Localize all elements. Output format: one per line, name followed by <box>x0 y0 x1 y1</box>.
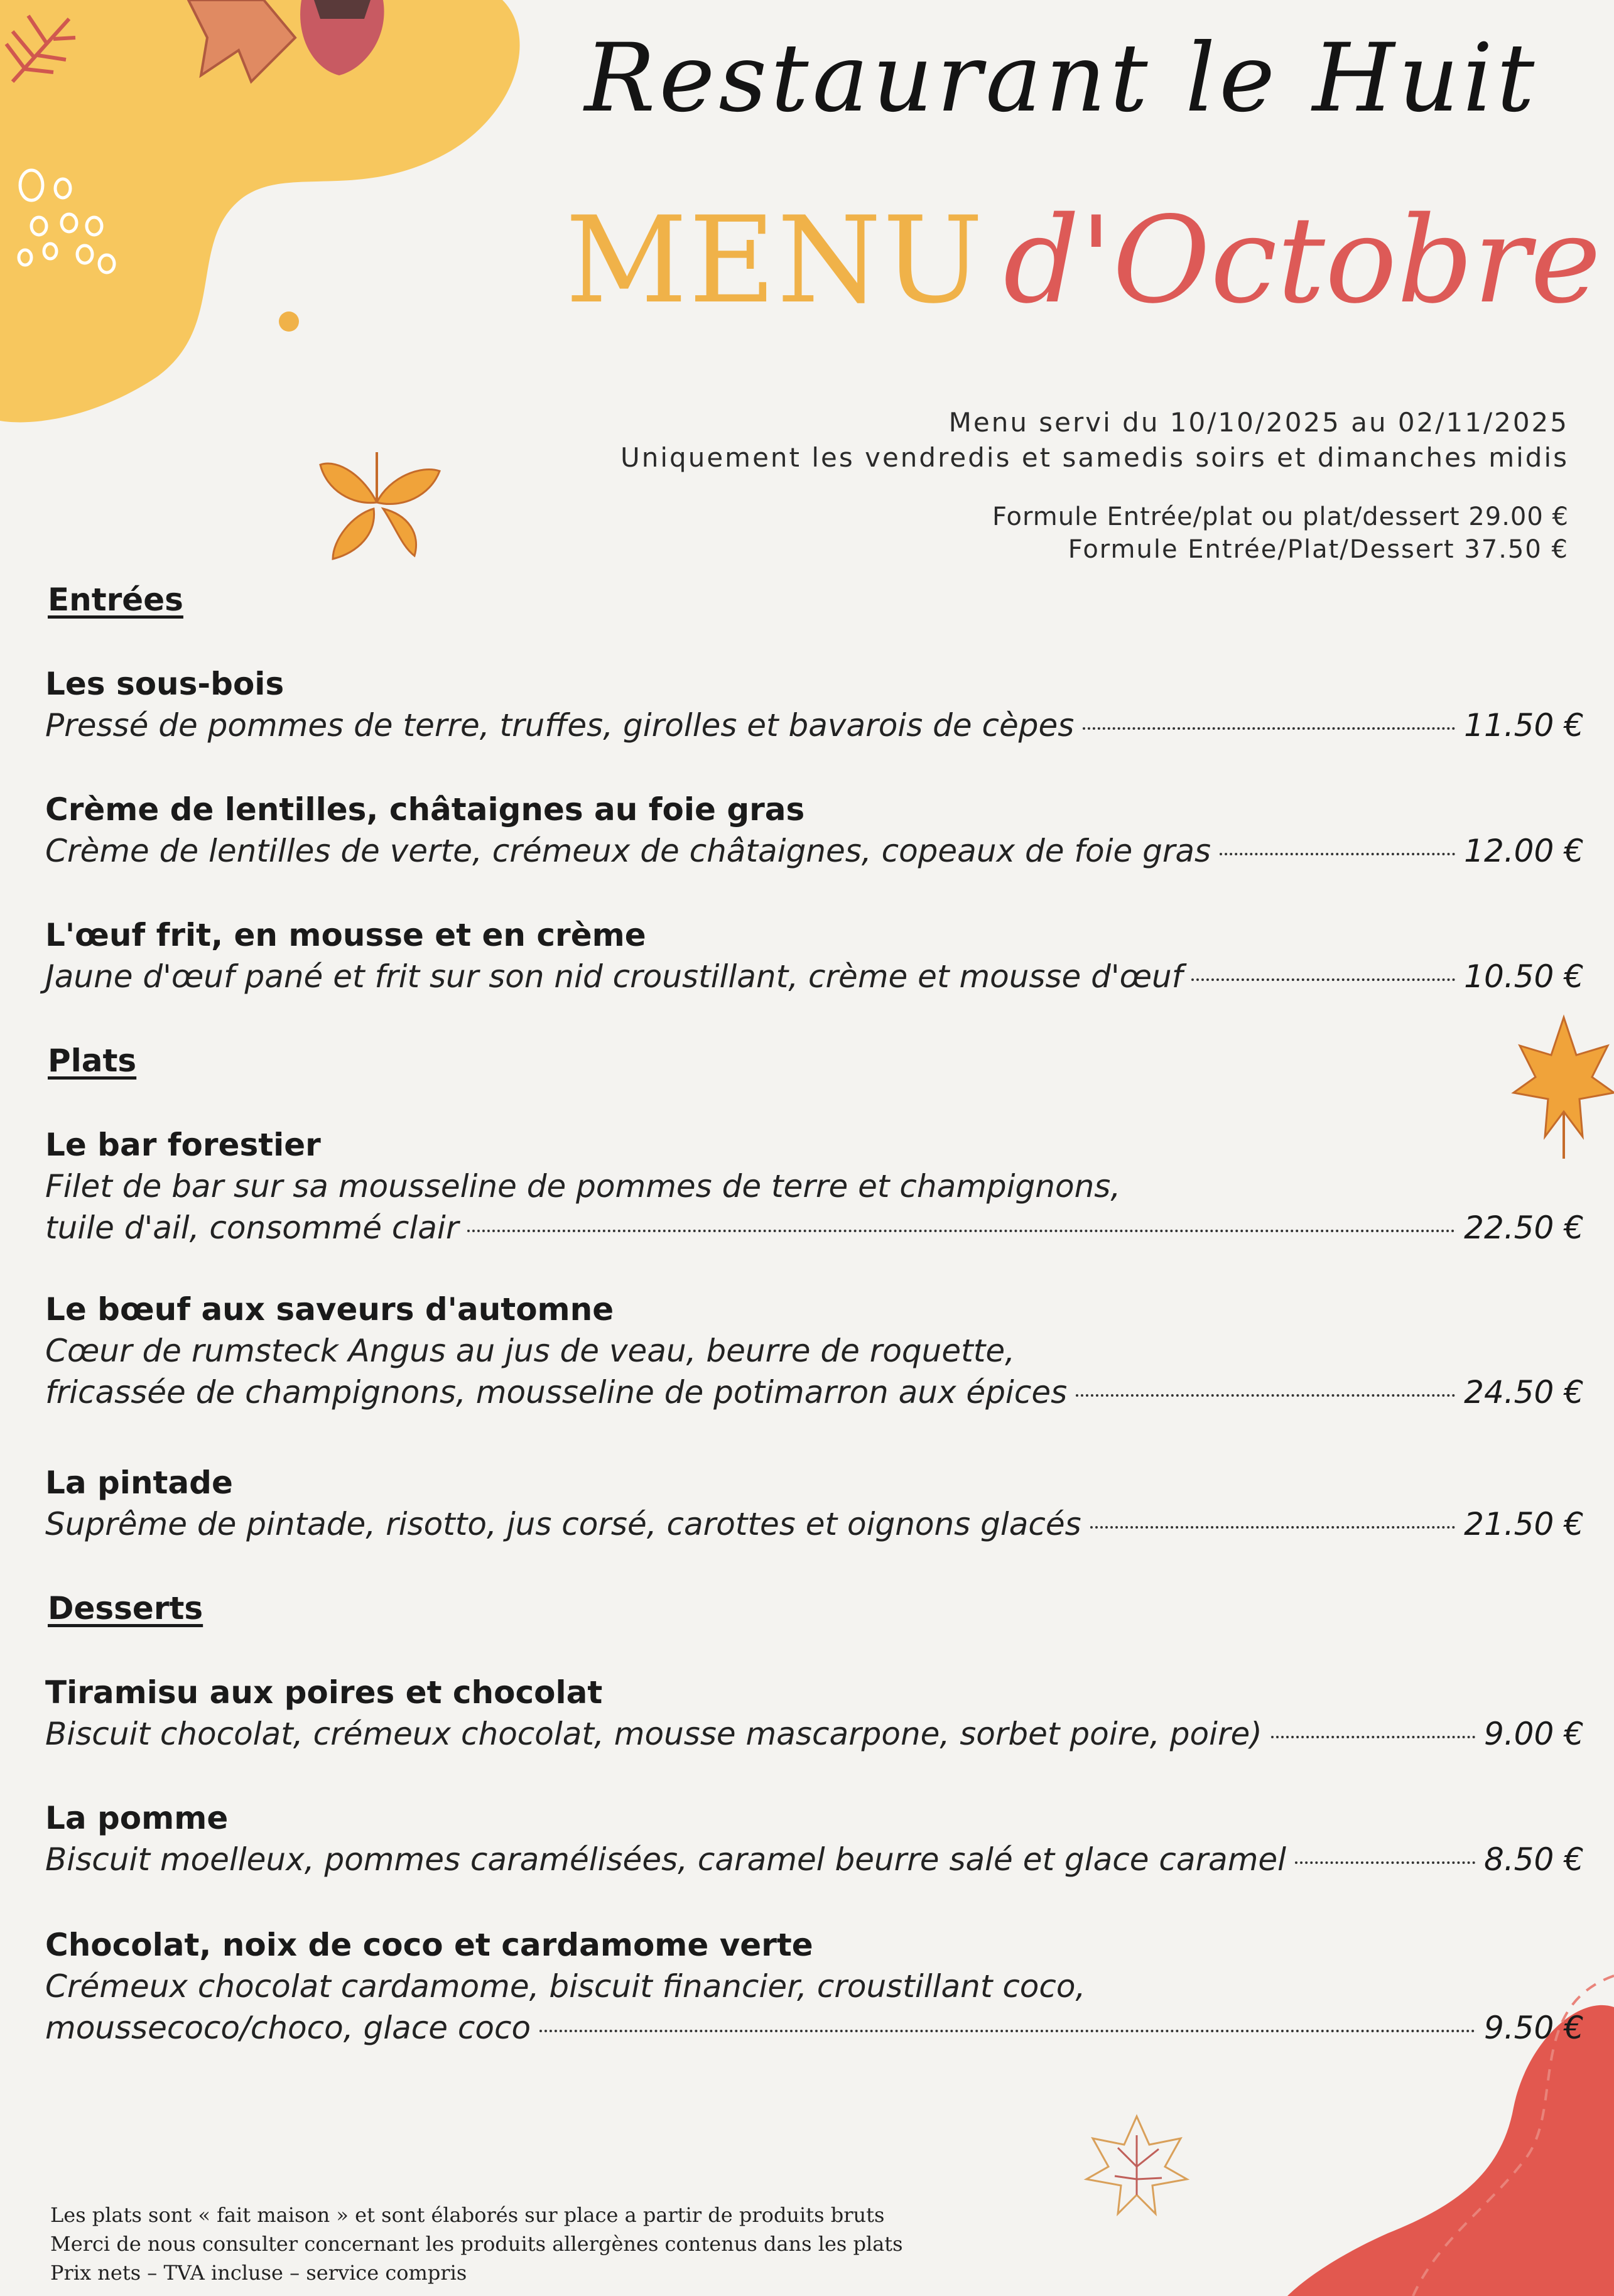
dish-price: 21.50 € <box>1464 1506 1584 1542</box>
dish-price: 9.00 € <box>1483 1716 1584 1752</box>
dish-name: Les sous-bois <box>45 666 284 702</box>
dotted-leader <box>1220 853 1455 855</box>
menu-title <box>565 188 1601 333</box>
dish-description: Crémeux chocolat cardamome, biscuit financier, croustillant coco, <box>45 1968 1086 2005</box>
dish-description: fricassée de champignons, mousseline de potimarron aux épices <box>45 1374 1068 1411</box>
dish-price: 11.50 € <box>1464 707 1584 744</box>
dish-price: 22.50 € <box>1464 1210 1584 1246</box>
dish-price: 9.50 € <box>1483 2010 1584 2046</box>
dish-description: moussecoco/choco, glace coco <box>45 2010 531 2046</box>
dish-item <box>45 1672 1584 1755</box>
dish-description: tuile d'ail, consommé clair <box>45 1210 459 1246</box>
dotted-leader <box>1090 1526 1455 1529</box>
dish-item <box>45 663 1584 746</box>
formule-complete-price: Formule Entrée/Plat/Dessert 37.50 € <box>1068 535 1569 564</box>
footer-notes <box>50 2201 1055 2287</box>
acorn-icon <box>0 0 402 126</box>
dish-name: Tiramisu aux poires et chocolat <box>45 1674 603 1711</box>
dish-item <box>45 1797 1584 1880</box>
menu-title-word: MENU <box>565 191 985 330</box>
dotted-leader <box>1271 1736 1475 1738</box>
dish-name: La pintade <box>45 1465 233 1501</box>
autumn-leaves-icon <box>295 440 458 565</box>
dish-item <box>45 1289 1584 1413</box>
dish-description: Filet de bar sur sa mousseline de pommes de terre et champignons, <box>45 1168 1121 1205</box>
dotted-leader <box>539 2030 1475 2032</box>
dish-description: Pressé de pommes de terre, truffes, girolles et bavarois de cèpes <box>45 707 1075 744</box>
dotted-leader <box>1076 1394 1455 1397</box>
dish-price: 8.50 € <box>1483 1841 1584 1878</box>
dish-item <box>45 1924 1584 2049</box>
menu-title-month: d'Octobre <box>1003 191 1601 330</box>
dotted-leader <box>1191 978 1455 981</box>
dish-description: Cœur de rumsteck Angus au jus de veau, beurre de roquette, <box>45 1333 1015 1369</box>
dish-price: 10.50 € <box>1464 958 1584 995</box>
dish-item <box>45 1124 1584 1248</box>
dish-item <box>45 789 1584 872</box>
dish-name: Chocolat, noix de coco et cardamome verte <box>45 1927 813 1963</box>
dish-description: Jaune d'œuf pané et frit sur son nid croustillant, crème et mousse d'œuf <box>45 958 1183 995</box>
menu-dates: Menu servi du 10/10/2025 au 02/11/2025 <box>948 407 1569 438</box>
dish-description: Biscuit chocolat, crémeux chocolat, mousse mascarpone, sorbet poire, poire) <box>45 1716 1262 1752</box>
dish-description: Biscuit moelleux, pommes caramélisées, caramel beurre salé et glace caramel <box>45 1841 1287 1878</box>
leaf-outline-icon <box>1080 2110 1193 2223</box>
menu-days: Uniquement les vendredis et samedis soirs et dimanches midis <box>620 442 1569 473</box>
dotted-leader <box>467 1230 1455 1232</box>
dish-price: 12.00 € <box>1464 833 1584 869</box>
dish-name: Le bœuf aux saveurs d'automne <box>45 1291 614 1328</box>
dish-name: La pomme <box>45 1800 229 1836</box>
dish-name: Le bar forestier <box>45 1127 321 1163</box>
dotted-leader <box>1295 1861 1475 1864</box>
dish-description: Crème de lentilles de verte, crémeux de châtaignes, copeaux de foie gras <box>45 833 1211 869</box>
formule-entree-plat-price: Formule Entrée/plat ou plat/dessert 29.00 € <box>992 502 1569 531</box>
dish-item <box>45 914 1584 997</box>
footer-line: Prix nets – TVA incluse – service compris <box>50 2261 467 2285</box>
dish-price: 24.50 € <box>1464 1374 1584 1411</box>
section-heading-entrees: Entrées <box>48 582 183 618</box>
section-heading-desserts: Desserts <box>48 1590 203 1627</box>
dish-description: Suprême de pintade, risotto, jus corsé, carottes et oignons glacés <box>45 1506 1081 1542</box>
dotted-leader <box>1083 727 1455 730</box>
section-heading-plats: Plats <box>48 1042 137 1079</box>
dish-item <box>45 1462 1584 1545</box>
footer-line: Les plats sont « fait maison » et sont élaborés sur place a partir de produits bruts <box>50 2203 885 2227</box>
footer-line: Merci de nous consulter concernant les produits allergènes contenus dans les plats <box>50 2232 903 2256</box>
dish-name: L'œuf frit, en mousse et en crème <box>45 917 646 953</box>
restaurant-name: Restaurant le Huit <box>584 24 1539 133</box>
dish-name: Crème de lentilles, châtaignes au foie gras <box>45 791 805 828</box>
